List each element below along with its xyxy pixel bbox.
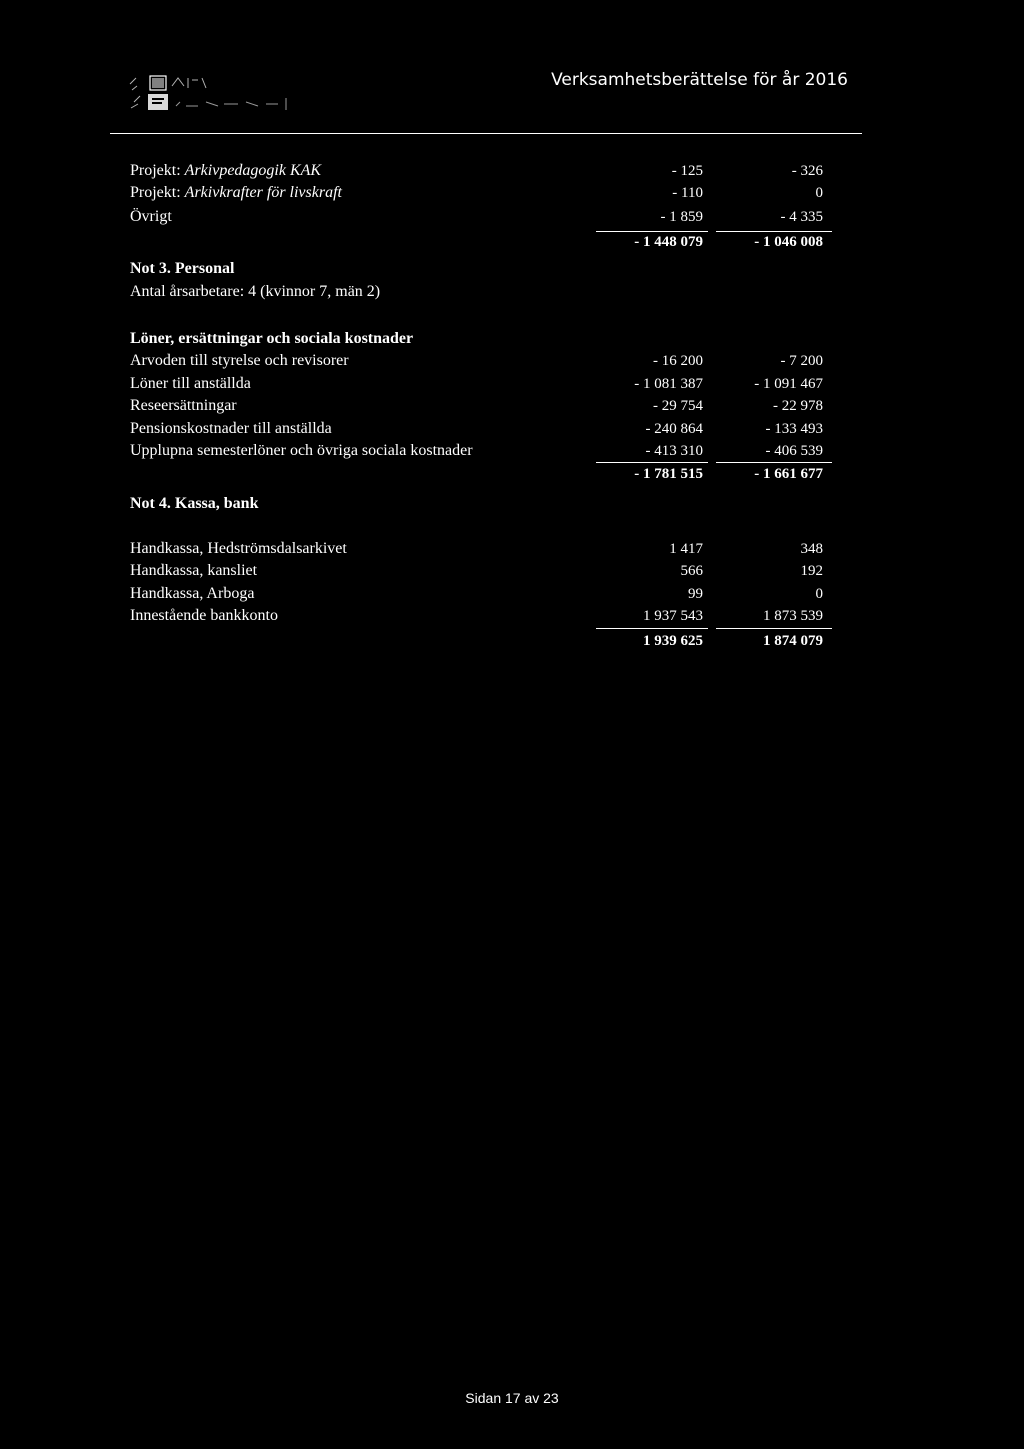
total-2015: 1 874 079 <box>763 633 823 649</box>
total-row <box>130 231 830 253</box>
report-title: Verksamhetsberättelse för år 2016 <box>551 70 848 90</box>
total-2016: - 1 448 079 <box>634 234 703 250</box>
value-2016: 566 <box>680 563 703 579</box>
table-row <box>130 395 830 417</box>
row-label: Projekt: Arkivpedagogik KAK <box>130 162 322 179</box>
row-label: Handkassa, kansliet <box>130 562 258 579</box>
value-2016: - 240 864 <box>645 421 703 437</box>
table-row <box>130 418 830 440</box>
sum-rule <box>596 628 708 629</box>
table-row <box>130 560 830 582</box>
row-label: Övrigt <box>130 208 172 225</box>
table-row <box>130 583 830 605</box>
value-2016: - 29 754 <box>653 398 703 414</box>
table-row <box>130 538 830 560</box>
value-2015: - 1 091 467 <box>754 376 823 392</box>
organization-logo <box>128 72 308 116</box>
row-label: Projekt: Arkivkrafter för livskraft <box>130 184 342 201</box>
table-row <box>130 605 830 627</box>
total-2015: - 1 046 008 <box>754 234 823 250</box>
value-2015: - 7 200 <box>780 353 823 369</box>
value-2016: - 16 200 <box>653 353 703 369</box>
value-2016: - 1 859 <box>660 209 703 225</box>
row-label: Löner till anställda <box>130 375 251 392</box>
value-2015: 192 <box>800 563 823 579</box>
row-label: Upplupna semesterlöner och övriga sociala kostnader <box>130 442 473 459</box>
value-2015: - 4 335 <box>780 209 823 225</box>
sum-rule <box>716 628 832 629</box>
note-4-heading: Not 4. Kassa, bank <box>130 495 259 512</box>
value-2015: - 406 539 <box>765 443 823 459</box>
value-2016: - 125 <box>671 163 703 179</box>
row-label: Arvoden till styrelse och revisorer <box>130 352 349 369</box>
value-2015: 0 <box>815 185 823 201</box>
value-2015: - 22 978 <box>773 398 823 414</box>
row-label: Pensionskostnader till anställda <box>130 420 332 437</box>
value-2015: 348 <box>800 541 823 557</box>
total-2016: - 1 781 515 <box>634 466 703 482</box>
value-2016: 1 417 <box>669 541 703 557</box>
row-label: Handkassa, Arboga <box>130 585 255 602</box>
row-label: Handkassa, Hedströmsdalsarkivet <box>130 540 347 557</box>
value-2016: - 413 310 <box>645 443 703 459</box>
value-2016: 1 937 543 <box>643 608 703 624</box>
value-2015: - 133 493 <box>765 421 823 437</box>
row-label: Innestående bankkonto <box>130 607 278 624</box>
project-row <box>130 206 830 228</box>
project-row <box>130 160 830 182</box>
table-row <box>130 440 830 462</box>
value-2016: 99 <box>688 586 703 602</box>
note-3-heading: Not 3. Personal <box>130 260 235 277</box>
total-2015: - 1 661 677 <box>754 466 823 482</box>
staff-count-line: Antal årsarbetare: 4 (kvinnor 7, män 2) <box>130 283 381 300</box>
value-2015: 1 873 539 <box>763 608 823 624</box>
table-row <box>130 373 830 395</box>
page-number: Sidan 17 av 23 <box>465 1390 559 1406</box>
value-2015: - 326 <box>791 163 823 179</box>
table-row <box>130 350 830 372</box>
total-row <box>130 463 830 485</box>
page-footer <box>0 1390 1024 1406</box>
value-2016: - 110 <box>672 185 703 201</box>
header-divider <box>110 133 862 134</box>
total-row <box>130 630 830 652</box>
value-2015: 0 <box>815 586 823 602</box>
salaries-subheading: Löner, ersättningar och sociala kostnader <box>130 330 414 347</box>
value-2016: - 1 081 387 <box>634 376 703 392</box>
row-label: Reseersättningar <box>130 397 237 414</box>
total-2016: 1 939 625 <box>643 633 703 649</box>
project-row <box>130 182 830 204</box>
